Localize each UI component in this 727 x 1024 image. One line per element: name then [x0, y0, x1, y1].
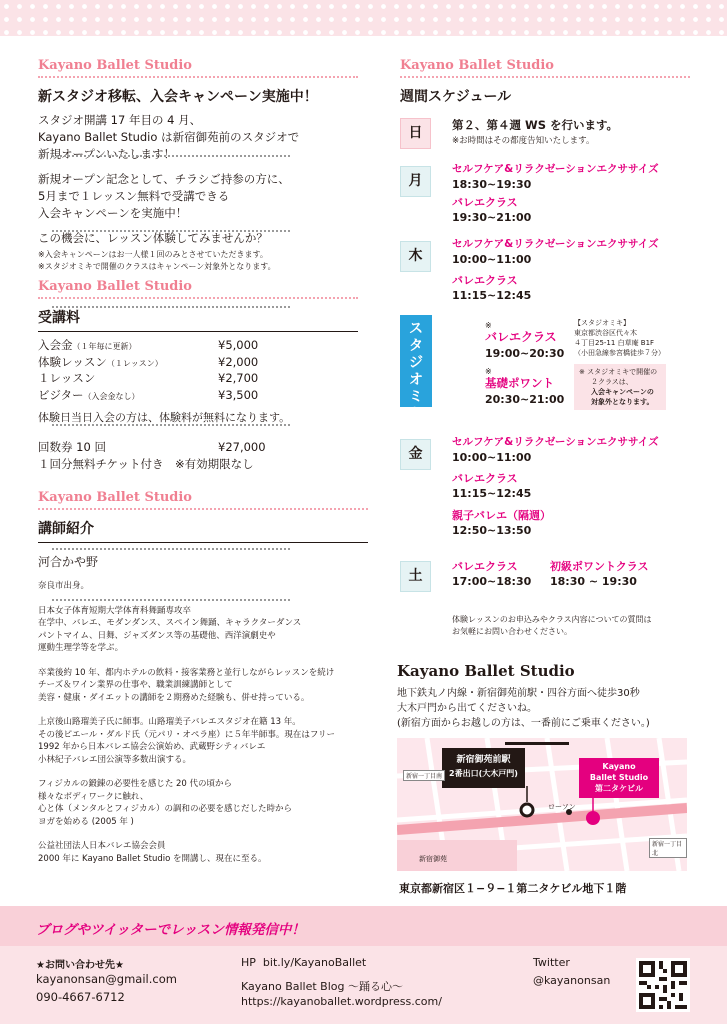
park-label: 新宿御苑 — [419, 855, 447, 863]
schedule-thursday: 木 セルフケア&リラクゼーションエクササイズ 10:00~11:00 バレエクラス 11:15~12:45 — [400, 237, 690, 303]
cross2-label: 新宿一丁目北 — [649, 838, 687, 858]
footer-band — [0, 906, 727, 1024]
day-sat: 土 — [400, 561, 431, 592]
studio-marker — [586, 811, 600, 825]
miki-note: ※ スタジオミキで開催の ２クラスは、 入会キャンペーンの 対象外となります。 — [574, 364, 666, 410]
blog-url[interactable]: https://kayanoballet.wordpress.com/ — [241, 995, 442, 1008]
campaign-para3: この機会に、レッスン体験してみませんか？ — [38, 231, 268, 245]
schedule-friday: 金 セルフケア&リラクゼーションエクササイズ 10:00~11:00 バレエクラス 11:15~12:45 親子バレエ（隔週） 12:50~13:50 — [400, 435, 690, 540]
lawson-label: ローソン — [548, 803, 576, 811]
day-sun: 日 — [400, 118, 431, 149]
station-label: 新宿御苑前駅 2番出口(大木戸門) — [442, 748, 525, 788]
fee-row: 体験レッスン（１レッスン） ¥2,000 — [38, 354, 259, 369]
contact-email[interactable]: kayanonsan@gmail.com — [36, 972, 177, 986]
instructor-title: 講師紹介 — [38, 518, 368, 543]
divider — [52, 548, 290, 550]
instructor-section — [38, 490, 368, 865]
blog-label: Kayano Ballet Blog 〜踊る心〜 — [241, 980, 403, 993]
fee-row: ビジター（入会金なし） ¥3,500 — [38, 387, 259, 402]
fees-title: 受講料 — [38, 307, 358, 332]
access-lines: 地下鉄丸ノ内線・新宿御苑前駅・四谷方面へ徒歩30秒 大木戸門から出てくださいね。 (新宿方面からお越しの方は、一番前にご乗車ください。) — [397, 688, 650, 729]
hp-link[interactable]: HP bit.ly/KayanoBallet — [241, 956, 367, 969]
campaign-para2: 新規オープン記念として、チラシご持参の方に、 5月まで１レッスン無料で受講できる 入会キャンペーンを実施中！ — [38, 172, 290, 220]
miki-address: 【スタジオミキ】 東京都渋谷区代々木 ４丁目25-11 白草庵 B1F （小田急線参宮橋徒歩７分） — [574, 319, 665, 357]
divider — [52, 306, 290, 308]
studio-tag: Kayano Ballet Studio — [38, 490, 368, 510]
twitter-handle[interactable]: @kayanonsan — [533, 974, 611, 987]
campaign-para1: スタジオ開講 17 年目の 4 月、 Kayano Ballet Studio は新宿御苑前のスタジオで 新規オープンいたします！ — [38, 113, 300, 161]
fee-row: １レッスン ¥2,700 — [38, 371, 259, 385]
access-title: Kayano Ballet Studio — [397, 662, 575, 680]
day-thu: 木 — [400, 241, 431, 272]
campaign-section — [38, 58, 358, 273]
campaign-title: 新スタジオ移転、入会キャンペーン実施中！ — [38, 89, 318, 105]
divider — [52, 599, 290, 601]
day-fri: 金 — [400, 439, 431, 470]
studio-tag: Kayano Ballet Studio — [38, 279, 358, 299]
schedule-saturday: 土 バレエクラス 17:00~18:30 初級ポワントクラス 18:30 ~ 19:30 — [400, 559, 690, 595]
dotted-header-band — [0, 0, 727, 36]
access-map — [397, 738, 687, 871]
schedule-monday: 月 セルフケア&リラクゼーションエクササイズ 18:30~19:30 バレエクラス 19:30~21:00 — [400, 162, 690, 228]
schedule-footer: 体験レッスンのお申込みやクラス内容についての質問は お気軽にお問い合わせください。 — [452, 615, 652, 636]
cross1-label: 新宿一丁目南 — [403, 770, 445, 781]
ticket-note: １回分無料チケット付き ※有効期限なし — [38, 456, 254, 471]
instructor-bio: 奈良市出身。 日本女子体育短期大学体育科舞踊専攻卒 在学中、バレエ、モダンダンス、スペイン舞踊、キャラクターダンス パントマイム、日舞、ジャズダンス等の基礎他、西洋演劇史や 運動生理学等を学ぶ。 卒業後約 10 年、都内ホテルの飲料・接客業務と並行しながらレッスンを続け チーズ＆ワイン業界の仕事や、職業訓練講師として 美容・健康・ダイエットの講師を２期務めた経験も、併せ持っている。 上京後山路瑠美子氏に師事。山路瑠美子バレエスタジオ在籍 13 年。 その後ピエール・ダルド氏（元パリ・オペラ座）に５年半師事。現在はフリー 1992 年から日本バレエ協会公演始め、武蔵野シティバレエ 小林紀子バレエ団公演等多数出演する。 フィジカルの鍛錬の必要性を感じた 20 代の頃から 様々なボディワークに触れ、 心と体（メンタルとフィジカル）の調和の必要を感じだした時から ヨガを始める (2005 年 ) 公益社団法人日本バレエ協会会員 2000 年に Kayano Ballet Studio を開講し、現在に至る。 — [38, 581, 335, 864]
instructor-name: 河合かや野 — [38, 555, 99, 569]
fees-free-note: 体験日当日入会の方は、体験料が無料になります。 — [38, 411, 291, 424]
divider — [52, 424, 290, 426]
divider — [52, 230, 290, 232]
fee-row: 入会金（１年毎に更新） ¥5,000 — [38, 338, 259, 352]
day-mon: 月 — [400, 166, 431, 197]
divider — [52, 155, 290, 157]
contact-phone[interactable]: 090-4667-6712 — [36, 990, 125, 1004]
schedule-header — [400, 58, 690, 106]
access-address: 東京都新宿区１−９−１第二タケビル地下１階 — [399, 882, 627, 895]
footer-banner: ブログやツイッターでレッスン情報発信中！ — [36, 922, 305, 938]
twitter-label: Twitter — [533, 956, 570, 969]
schedule-sunday: 日 第２、第４週 WS を行います。 ※お時間はその都度告知いたします。 — [400, 118, 690, 158]
qr-code-icon[interactable] — [636, 958, 690, 1012]
ticket-row: 回数券 10 回 ¥27,000 — [38, 440, 266, 454]
access-section — [397, 662, 697, 731]
campaign-notes: ※入会キャンペーンはお一人様１回のみとさせていただきます。 ※スタジオミキで開催のクラスはキャンペーン対象外となります。 — [38, 250, 276, 271]
schedule-miki: ※ バレエクラス 19:00~20:30 ※ 基礎ポワント 20:30~21:00 【スタジオミキ】 東京都渋谷区代々木 ４丁目25-11 白草庵 B1F （小田急線参宮橋徒歩７分） ※ スタジオミキで開催の ２クラスは、 入会キャンペーンの 対象外となります。 — [400, 318, 690, 408]
studio-tag: Kayano Ballet Studio — [400, 58, 690, 78]
fee-table — [38, 338, 358, 404]
station-marker — [521, 804, 533, 816]
fees-section — [38, 279, 358, 473]
studio-label: Kayano Ballet Studio 第二タケビル — [579, 758, 659, 798]
schedule-title: 週間スケジュール — [400, 89, 512, 105]
studio-miki-label: スタジオミキ — [400, 315, 432, 407]
contact-label: ★お問い合わせ先★ — [36, 960, 124, 971]
studio-tag: Kayano Ballet Studio — [38, 58, 358, 78]
